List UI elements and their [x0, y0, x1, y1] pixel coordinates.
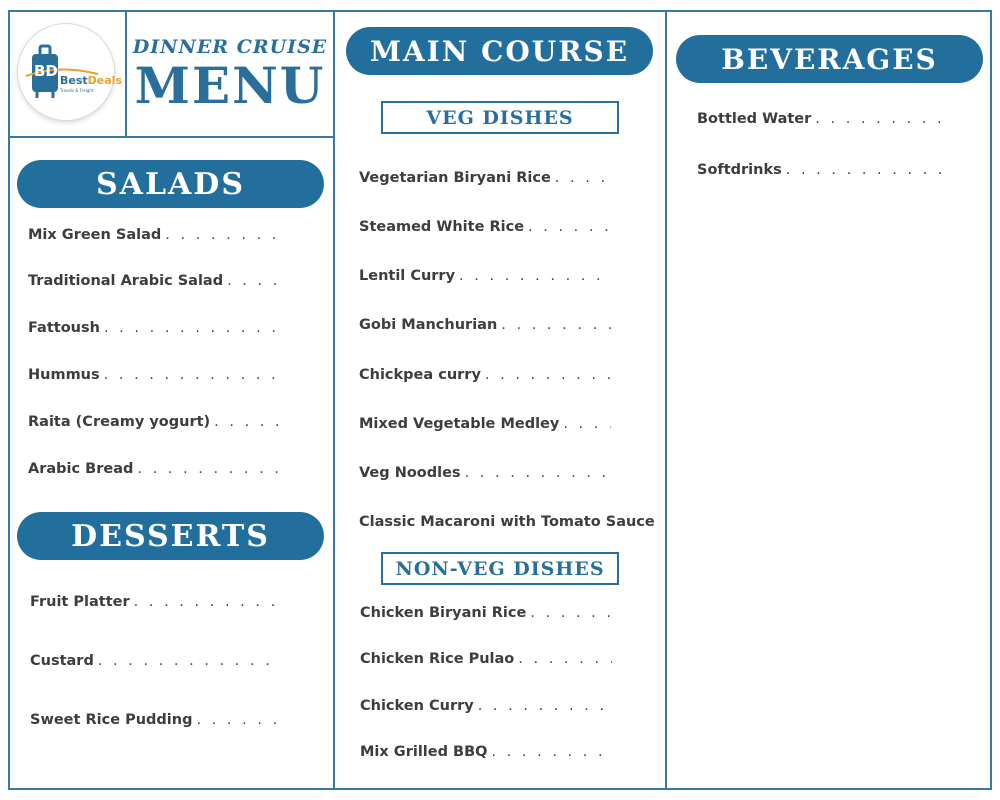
non-veg-dishes-heading: NON-VEG DISHES: [381, 552, 619, 585]
suitcase-icon: [18, 24, 114, 120]
list-item: Sweet Rice Pudding . . .: [30, 712, 282, 728]
list-item: Raita (Creamy yogurt) . . .: [28, 414, 280, 430]
main-course-heading: MAIN COURSE: [346, 27, 653, 75]
header-divider: [8, 136, 334, 138]
menu-subtitle: DINNER CRUISE: [132, 36, 328, 58]
list-item: Mixed Vegetable Medley . . .: [359, 416, 611, 432]
list-item: Chicken Biryani Rice . . .: [360, 605, 612, 621]
list-item: Bottled Water . . .: [697, 111, 949, 127]
column-divider-right: [665, 10, 667, 790]
beverages-heading: BEVERAGES: [676, 35, 983, 83]
logo-divider: [125, 10, 127, 137]
list-item: Softdrinks . . .: [697, 162, 949, 178]
list-item: Lentil Curry . . .: [359, 268, 611, 284]
logo-tagline: Travels & Freight: [60, 88, 94, 93]
list-item: Custard . . .: [30, 653, 282, 669]
veg-dishes-heading: VEG DISHES: [381, 101, 619, 134]
list-item: Arabic Bread . . .: [28, 461, 280, 477]
list-item: Classic Macaroni with Tomato Sauce: [359, 514, 655, 530]
logo-brand-part2: Deals: [87, 74, 122, 87]
list-item: Traditional Arabic Salad . . .: [28, 273, 280, 289]
list-item: Veg Noodles . . .: [359, 465, 611, 481]
logo-brand-part1: Best: [60, 74, 88, 87]
brand-logo: [18, 24, 122, 120]
logo-brand: [60, 74, 122, 87]
list-item: Chicken Rice Pulao . . .: [360, 651, 612, 667]
list-item: Fruit Platter . . .: [30, 594, 282, 610]
list-item: Chickpea curry . . .: [359, 367, 611, 383]
list-item: Steamed White Rice . . .: [359, 219, 611, 235]
list-item: Vegetarian Biryani Rice . . .: [359, 170, 611, 186]
list-item: Chicken Curry . . .: [360, 698, 612, 714]
salads-heading: SALADS: [17, 160, 324, 208]
list-item: Mix Grilled BBQ . . .: [360, 744, 612, 760]
list-item: Hummus . . .: [28, 367, 280, 383]
column-divider-left: [333, 10, 335, 790]
list-item: Mix Green Salad . . .: [28, 227, 280, 243]
logo-initials: BD: [34, 62, 58, 80]
list-item: Gobi Manchurian . . .: [359, 317, 611, 333]
list-item: Fattoush . . .: [28, 320, 280, 336]
desserts-heading: DESSERTS: [17, 512, 324, 560]
menu-title: MENU: [134, 56, 326, 115]
